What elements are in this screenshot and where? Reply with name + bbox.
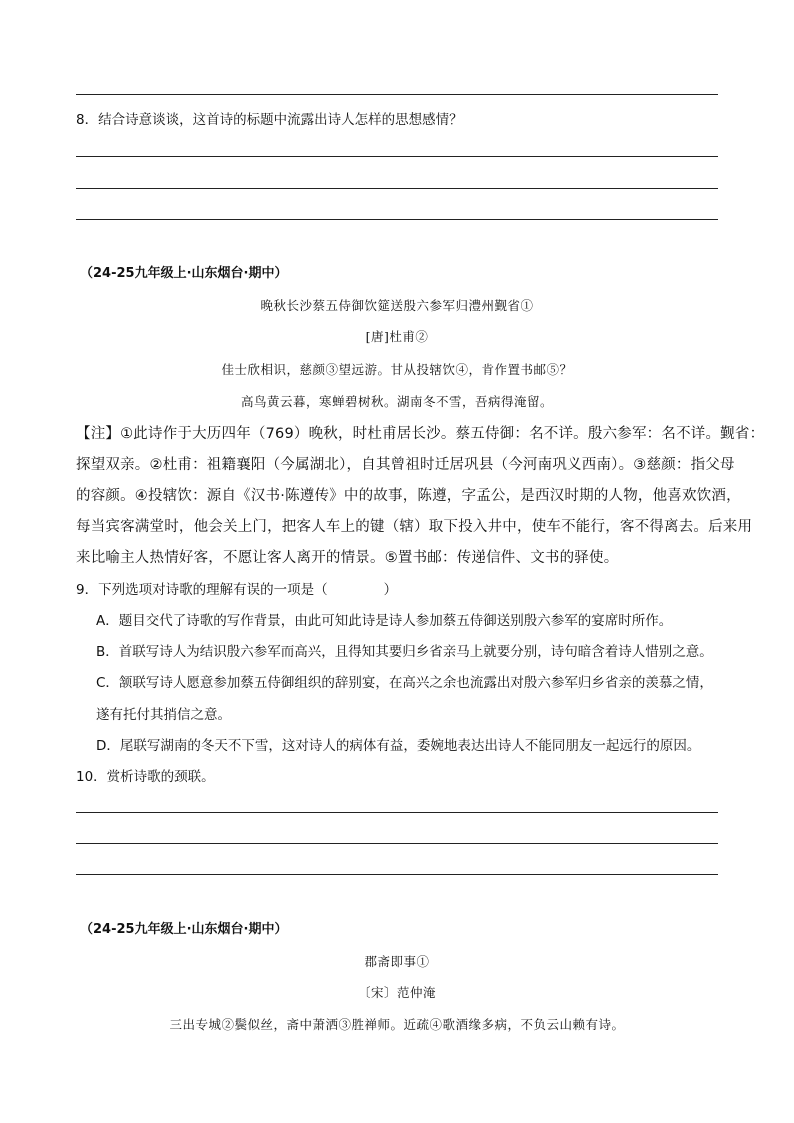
annotation-line: 来比喻主人热情好客，不愿让客人离开的情景。⑤置书邮：传递信件、文书的驿使。	[76, 550, 619, 566]
answer-line	[76, 188, 718, 189]
answer-line	[76, 843, 718, 844]
question-9-close: ）	[383, 582, 398, 598]
answer-line	[76, 874, 718, 875]
answer-line	[76, 219, 718, 220]
poem-author: 〔宋〕范仲淹	[357, 985, 436, 1000]
question-9	[76, 580, 736, 600]
annotation-line: 探望双亲。②杜甫：祖籍襄阳（今属湖北），自其曾祖时迁居巩县（今河南巩义西南）。③慈颜：指父母	[76, 457, 735, 473]
annotation-line: 【注】①此诗作于大历四年（769）晚秋，时杜甫居长沙。蔡五侍御：名不详。殷六参军：名不详。觐省：	[76, 426, 765, 442]
question-9-stem: 9．下列选项对诗歌的理解有误的一项是（	[76, 582, 328, 598]
annotation-line: 每当宾客满堂时，他会关上门，把客人车上的键（辖）取下投入井中，使车不能行，客不得离去。后来用	[76, 519, 753, 535]
poem-title: 郡斋即事①	[364, 954, 430, 969]
answer-line	[76, 156, 718, 157]
option-d[interactable]: D．尾联写湖南的冬天不下雪，这对诗人的病体有益，委婉地表达出诗人不能同朋友一起远行的原因。	[96, 738, 701, 754]
option-c-continued: 遂有托付其捎信之意。	[96, 707, 231, 723]
poem-line: 三出专城②鬓似丝，斋中萧洒③胜禅师。近疏④歌酒缘多病，不负云山赖有诗。	[169, 1017, 625, 1032]
option-c[interactable]: C．颔联写诗人愿意参加蔡五侍御组织的辞别宴，在高兴之余也流露出对殷六参军归乡省亲的羡慕之情，	[96, 675, 713, 691]
poem-title: 晚秋长沙蔡五侍御饮筵送殷六参军归澧州觐省①	[260, 298, 534, 313]
source-label: （24-25九年级上·山东烟台·期中）	[80, 266, 288, 281]
option-a[interactable]: A．题目交代了诗歌的写作背景，由此可知此诗是诗人参加蔡五侍御送别殷六参军的宴席时所作。	[96, 613, 673, 629]
poem-author: [唐]杜甫②	[365, 329, 429, 344]
source-label: （24-25九年级上·山东烟台·期中）	[80, 922, 288, 937]
question-8: 8．结合诗意谈谈，这首诗的标题中流露出诗人怎样的思想感情？	[76, 112, 463, 128]
answer-line	[76, 94, 718, 95]
annotation-line: 的容颜。④投辖饮：源自《汉书·陈遵传》中的故事，陈遵，字孟公，是西汉时期的人物，他喜欢饮酒，	[76, 488, 741, 504]
option-b[interactable]: B．首联写诗人为结识殷六参军而高兴，且得知其要归乡省亲马上就要分别，诗句暗含着诗人惜别之意。	[96, 644, 713, 660]
answer-line	[76, 812, 718, 813]
question-10: 10．赏析诗歌的颈联。	[76, 769, 215, 785]
poem-line: 佳士欣相识，慈颜③望远游。甘从投辖饮④，肯作置书邮⑤？	[221, 362, 573, 377]
poem-line: 高鸟黄云暮，寒蝉碧树秋。湖南冬不雪，吾病得淹留。	[240, 394, 553, 409]
